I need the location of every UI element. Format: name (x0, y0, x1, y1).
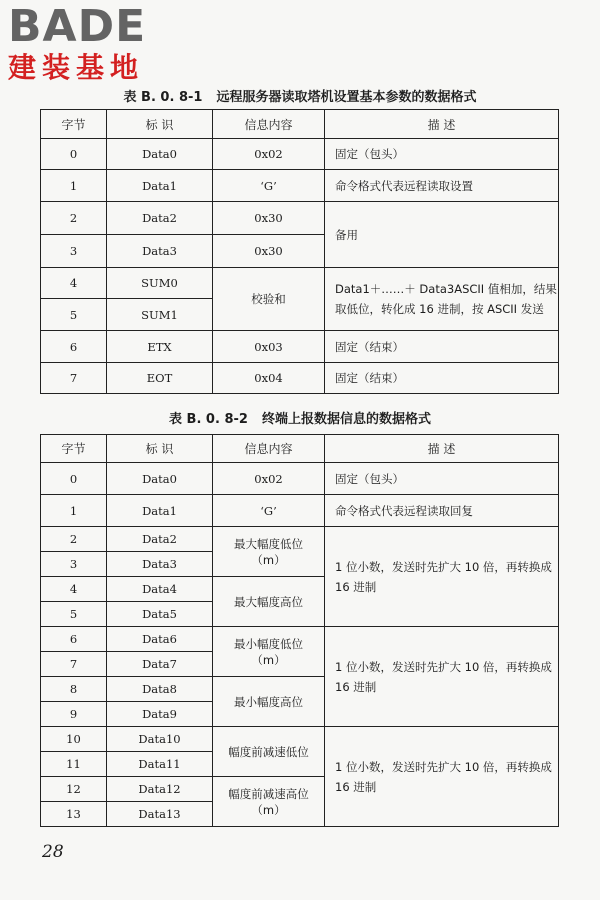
logo-wordmark: BADE (8, 1, 147, 52)
content-cell: 最小幅度低位（m） (213, 627, 325, 677)
table1-header-id: 标 识 (107, 110, 213, 139)
byte-cell: 0 (41, 463, 107, 495)
content-cell: 校验和 (213, 268, 325, 331)
byte-cell: 6 (41, 331, 107, 363)
content-cell: ‘G’ (213, 170, 325, 202)
byte-cell: 2 (41, 527, 107, 552)
byte-cell: 4 (41, 268, 107, 299)
table1-header-byte: 字节 (41, 110, 107, 139)
table-row (41, 727, 559, 752)
table-row (41, 331, 559, 363)
id-cell: Data4 (107, 577, 213, 602)
content-cell: ‘G’ (213, 495, 325, 527)
content-cell: 0x03 (213, 331, 325, 363)
content-cell: 0x02 (213, 463, 325, 495)
id-cell: EOT (107, 363, 213, 394)
id-cell: Data11 (107, 752, 213, 777)
desc-cell: 命令格式代表远程读取回复 (325, 495, 559, 527)
id-cell: SUM0 (107, 268, 213, 299)
byte-cell: 5 (41, 299, 107, 331)
table-row (41, 268, 559, 299)
table1-number: 表 B. 0. 8-1 (123, 90, 203, 105)
desc-cell: 固定（结束） (325, 363, 559, 394)
id-cell: Data5 (107, 602, 213, 627)
page-number: 28 (42, 842, 64, 862)
id-cell: SUM1 (107, 299, 213, 331)
id-cell: Data3 (107, 235, 213, 268)
table1-caption (40, 86, 560, 105)
table1-header-content: 信息内容 (213, 110, 325, 139)
desc-cell: 1 位小数，发送时先扩大 10 倍，再转换成 16 进制 (325, 527, 559, 627)
table1-title: 远程服务器读取塔机设置基本参数的数据格式 (216, 90, 477, 105)
byte-cell: 1 (41, 495, 107, 527)
content-cell: 最小幅度高位 (213, 677, 325, 727)
table-row (41, 170, 559, 202)
id-cell: Data0 (107, 463, 213, 495)
content-cell: 0x30 (213, 235, 325, 268)
desc-cell: 固定（包头） (325, 139, 559, 170)
bade-logo (8, 1, 147, 84)
byte-cell: 7 (41, 363, 107, 394)
content-cell: 0x30 (213, 202, 325, 235)
desc-cell: 1 位小数，发送时先扩大 10 倍，再转换成 16 进制 (325, 627, 559, 727)
table2 (40, 434, 559, 827)
table2-header-byte: 字节 (41, 435, 107, 463)
byte-cell: 9 (41, 702, 107, 727)
table2-title: 终端上报数据信息的数据格式 (261, 412, 431, 427)
content-cell: 最大幅度低位（m） (213, 527, 325, 577)
id-cell: Data6 (107, 627, 213, 652)
table-row (41, 463, 559, 495)
table2-header-content: 信息内容 (213, 435, 325, 463)
content-cell: 幅度前减速高位（m） (213, 777, 325, 827)
content-cell: 0x04 (213, 363, 325, 394)
table1-header-row (41, 110, 559, 139)
table2-header-row (41, 435, 559, 463)
byte-cell: 6 (41, 627, 107, 652)
table-row (41, 363, 559, 394)
id-cell: Data9 (107, 702, 213, 727)
id-cell: ETX (107, 331, 213, 363)
desc-cell: 命令格式代表远程读取设置 (325, 170, 559, 202)
desc-cell: 固定（结束） (325, 331, 559, 363)
table1 (40, 109, 559, 394)
table-row (41, 527, 559, 552)
byte-cell: 8 (41, 677, 107, 702)
id-cell: Data3 (107, 552, 213, 577)
id-cell: Data7 (107, 652, 213, 677)
table-row (41, 139, 559, 170)
byte-cell: 10 (41, 727, 107, 752)
table-row (41, 495, 559, 527)
table2-number: 表 B. 0. 8-2 (169, 412, 248, 427)
id-cell: Data8 (107, 677, 213, 702)
content-cell: 最大幅度高位 (213, 577, 325, 627)
byte-cell: 4 (41, 577, 107, 602)
byte-cell: 12 (41, 777, 107, 802)
byte-cell: 1 (41, 170, 107, 202)
table2-header-desc: 描 述 (325, 435, 559, 463)
table2-caption (40, 408, 560, 427)
table1-header-desc: 描 述 (325, 110, 559, 139)
id-cell: Data10 (107, 727, 213, 752)
id-cell: Data1 (107, 170, 213, 202)
id-cell: Data12 (107, 777, 213, 802)
desc-cell: 固定（包头） (325, 463, 559, 495)
id-cell: Data0 (107, 139, 213, 170)
table-row (41, 627, 559, 652)
byte-cell: 3 (41, 235, 107, 268)
byte-cell: 3 (41, 552, 107, 577)
table-row (41, 202, 559, 235)
id-cell: Data2 (107, 202, 213, 235)
logo-subtitle: 建装基地 (8, 51, 145, 84)
content-cell: 幅度前减速低位 (213, 727, 325, 777)
byte-cell: 0 (41, 139, 107, 170)
desc-cell: 备用 (325, 202, 559, 268)
byte-cell: 5 (41, 602, 107, 627)
id-cell: Data2 (107, 527, 213, 552)
byte-cell: 2 (41, 202, 107, 235)
id-cell: Data13 (107, 802, 213, 827)
desc-cell: Data1＋……＋ Data3ASCII 值相加，结果取低位，转化成 16 进制，按 ASCII 发送 (325, 268, 559, 331)
id-cell: Data1 (107, 495, 213, 527)
table2-header-id: 标 识 (107, 435, 213, 463)
content-cell: 0x02 (213, 139, 325, 170)
byte-cell: 7 (41, 652, 107, 677)
byte-cell: 11 (41, 752, 107, 777)
desc-cell: 1 位小数，发送时先扩大 10 倍，再转换成 16 进制 (325, 727, 559, 827)
byte-cell: 13 (41, 802, 107, 827)
